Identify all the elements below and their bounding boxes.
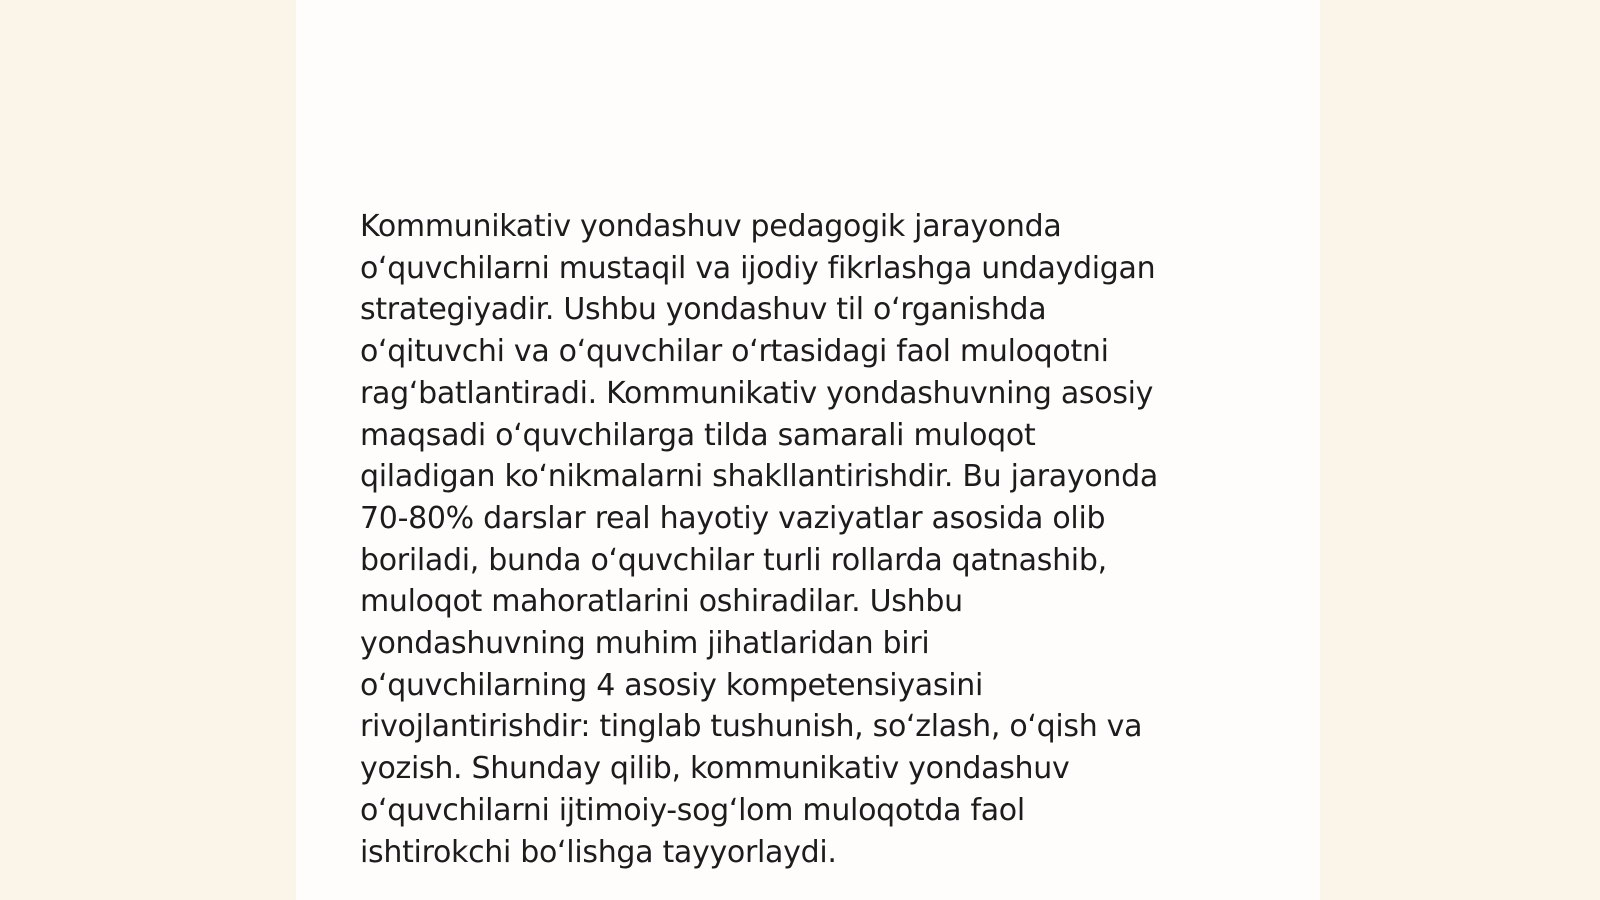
document-page: [296, 0, 1320, 900]
paragraph-line: Kommunikativ yondashuv pedagogik jarayonda: [360, 209, 1062, 244]
paragraph-line: rivojlantirishdir: tinglab tushunish, so‘zlash, o‘qish va: [360, 709, 1143, 745]
paragraph-line: strategiyadir. Ushbu yondashuv til o‘rganishda: [360, 292, 1047, 328]
paragraph-line: 70-80% darslar real hayotiy vaziyatlar asosida olib: [360, 500, 1106, 536]
paragraph-line: o‘quvchilarni mustaqil va ijodiy fikrlashga undaydigan: [360, 250, 1156, 286]
paragraph-line: rag‘batlantiradi. Kommunikativ yondashuvning asosiy: [360, 375, 1154, 411]
paragraph-line: ishtirokchi bo‘lishga tayyorlaydi.: [360, 834, 837, 870]
paragraph-line: yondashuvning muhim jihatlaridan biri: [360, 626, 930, 662]
body-paragraph: [360, 206, 1260, 873]
paragraph-line: yozish. Shunday qilib, kommunikativ yondashuv: [360, 751, 1070, 787]
paragraph-line: maqsadi o‘quvchilarga tilda samarali muloqot: [360, 417, 1036, 453]
paragraph-line: o‘quvchilarning 4 asosiy kompetensiyasini: [360, 667, 983, 703]
paragraph-line: o‘qituvchi va o‘quvchilar o‘rtasidagi faol muloqotni: [360, 334, 1109, 370]
paragraph-line: boriladi, bunda o‘quvchilar turli rollarda qatnashib,: [360, 542, 1107, 578]
paragraph-line: muloqot mahoratlarini oshiradilar. Ushbu: [360, 584, 963, 620]
paragraph-line: o‘quvchilarni ijtimoiy-sog‘lom muloqotda faol: [360, 792, 1025, 828]
paragraph-line: qiladigan ko‘nikmalarni shakllantirishdir. Bu jarayonda: [360, 459, 1158, 495]
